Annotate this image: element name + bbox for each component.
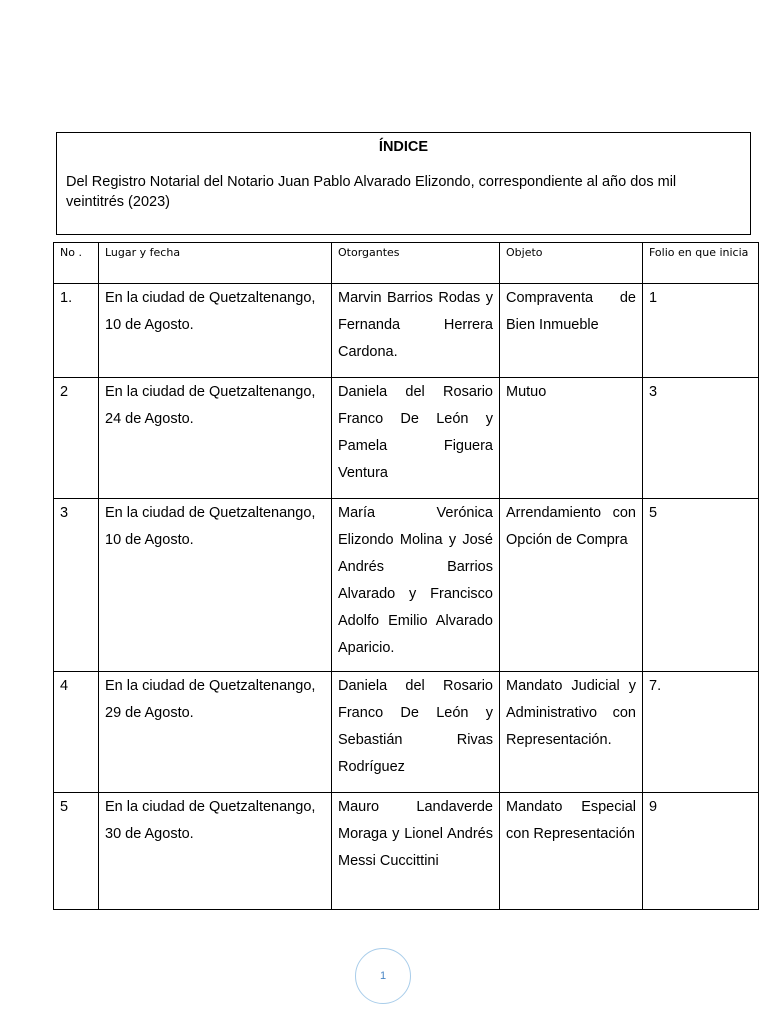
index-description: Del Registro Notarial del Notario Juan Pablo Alvarado Elizondo, correspondiente al año dos mil veintitrés (2023) — [66, 174, 677, 210]
cell-lugar: En la ciudad de Quetzaltenango, 30 de Agosto. — [99, 793, 332, 910]
table-header-row — [54, 243, 759, 284]
cell-lugar: En la ciudad de Quetzaltenango, 29 de Agosto. — [99, 672, 332, 793]
cell-objeto: Compraventa de Bien Inmueble — [500, 284, 643, 378]
cell-folio: 9 — [643, 793, 759, 910]
table-row — [54, 378, 759, 499]
cell-objeto: Mandato Especial con Representación — [500, 793, 643, 910]
column-header-lugar: Lugar y fecha — [99, 243, 332, 284]
cell-otorgantes: Mauro Landaverde Moraga y Lionel Andrés Messi Cuccittini — [332, 793, 500, 910]
cell-no: 2 — [54, 378, 99, 499]
table-row — [54, 499, 759, 672]
cell-otorgantes: Daniela del Rosario Franco De León y Pamela Figuera Ventura — [332, 378, 500, 499]
column-header-no: No . — [54, 243, 99, 284]
cell-folio: 7. — [643, 672, 759, 793]
cell-otorgantes: Marvin Barrios Rodas y Fernanda Herrera Cardona. — [332, 284, 500, 378]
cell-lugar: En la ciudad de Quetzaltenango, 10 de Agosto. — [99, 284, 332, 378]
cell-folio: 3 — [643, 378, 759, 499]
table-row — [54, 793, 759, 910]
cell-objeto: Mandato Judicial y Administrativo con Representación. — [500, 672, 643, 793]
column-header-objeto: Objeto — [500, 243, 643, 284]
cell-no: 5 — [54, 793, 99, 910]
cell-lugar: En la ciudad de Quetzaltenango, 24 de Agosto. — [99, 378, 332, 499]
page-number-badge — [355, 948, 411, 1004]
registry-table — [53, 242, 759, 910]
cell-otorgantes: Daniela del Rosario Franco De León y Sebastián Rivas Rodríguez — [332, 672, 500, 793]
cell-no: 4 — [54, 672, 99, 793]
cell-otorgantes: María Verónica Elizondo Molina y José Andrés Barrios Alvarado y Francisco Adolfo Emilio Alvarado Aparicio. — [332, 499, 500, 672]
page-number: 1 — [379, 970, 387, 982]
column-header-otorgantes: Otorgantes — [332, 243, 500, 284]
table-row — [54, 284, 759, 378]
cell-objeto: Mutuo — [500, 378, 643, 499]
cell-lugar: En la ciudad de Quetzaltenango, 10 de Agosto. — [99, 499, 332, 672]
column-header-folio: Folio en que inicia — [643, 243, 759, 284]
index-title: ÍNDICE — [378, 139, 429, 155]
cell-objeto: Arrendamiento con Opción de Compra — [500, 499, 643, 672]
cell-folio: 5 — [643, 499, 759, 672]
cell-no: 3 — [54, 499, 99, 672]
cell-folio: 1 — [643, 284, 759, 378]
cell-no: 1. — [54, 284, 99, 378]
index-header-box — [56, 132, 751, 235]
table-row — [54, 672, 759, 793]
